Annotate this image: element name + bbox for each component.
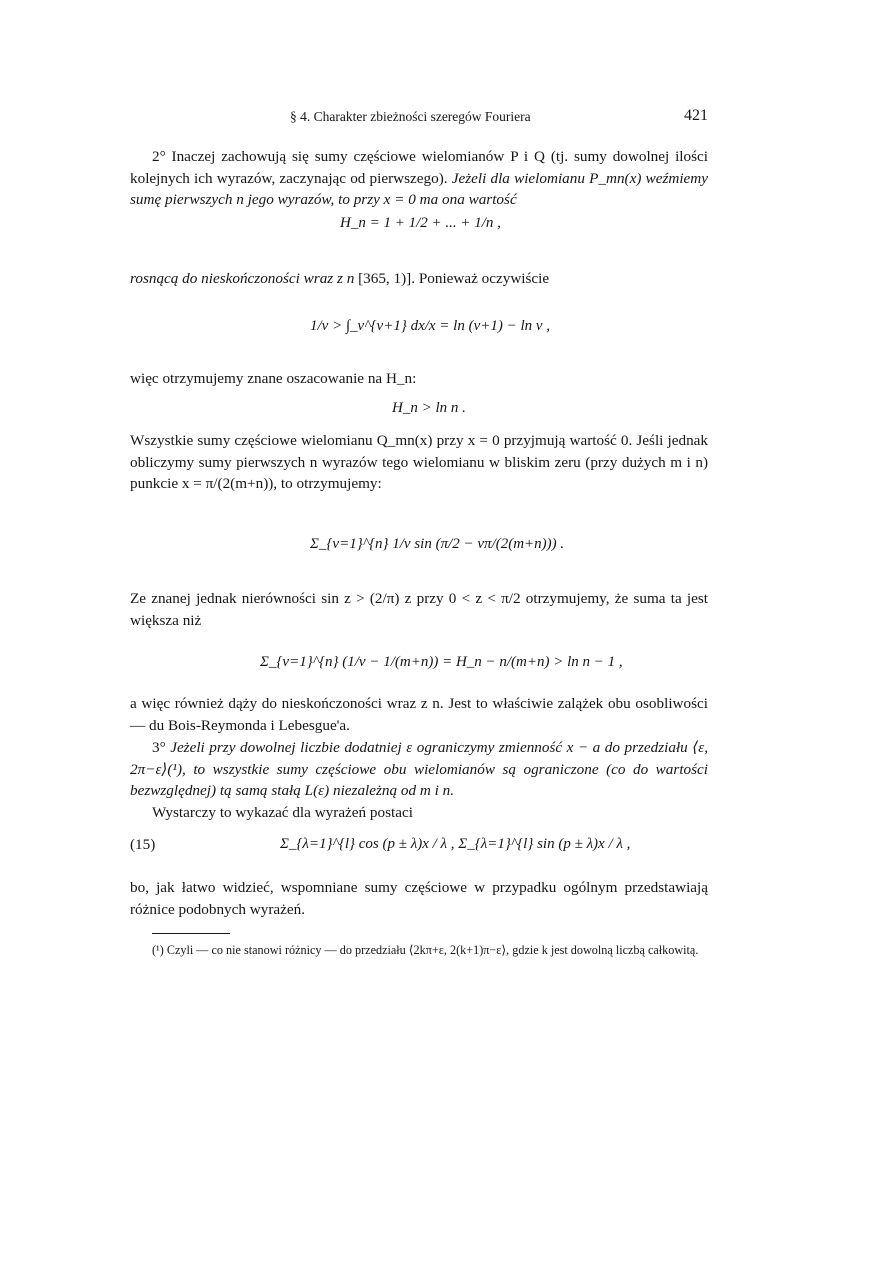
equation-trig-sums-text: Σ_{λ=1}^{l} cos (p ± λ)x / λ , Σ_{λ=1}^{l} sin (p ± λ)x / λ , — [280, 836, 631, 852]
equation-sine-sum-text: Σ_{ν=1}^{n} 1/ν sin (π/2 − νπ/(2(m+n))) . — [310, 536, 565, 552]
paragraph-7 — [130, 737, 708, 802]
paragraph-7-lead: 3° — [152, 739, 166, 756]
paragraph-1-italic: Jeżeli dla wielomianu P_mn(x) weźmiemy sumę pierwszych n jego wyrazów, to przy x = 0 ma ona wartość — [130, 169, 708, 208]
equation-number-15: (15) — [130, 836, 156, 853]
paragraph-8-text: Wystarczy to wykazać dla wyrażeń postaci — [152, 804, 413, 821]
paragraph-6 — [130, 693, 708, 736]
paragraph-3 — [130, 368, 708, 390]
equation-trig-sums — [280, 836, 630, 853]
equation-lower-bound — [260, 654, 623, 671]
equation-integral-bound — [310, 318, 550, 335]
paragraph-8 — [130, 802, 708, 824]
equation-lower-bound-text: Σ_{ν=1}^{n} (1/ν − 1/(m+n)) = H_n − n/(m+n) > ln n − 1 , — [260, 654, 623, 670]
paragraph-2-text: [365, 1)]. Ponieważ oczywiście — [358, 270, 550, 287]
page-number: 421 — [684, 107, 708, 124]
paragraph-1-text: 2° Inaczej zachowują się sumy częściowe wielomianów P i Q (tj. sumy dowolnej ilości kolejnych ich wyrazów, zaczynając od pierwszego). — [130, 148, 708, 187]
running-title: § 4. Charakter zbieżności szeregów Fouriera — [290, 109, 531, 124]
equation-integral-bound-text: 1/ν > ∫_ν^{ν+1} dx/x = ln (ν+1) − ln ν , — [310, 318, 551, 334]
paragraph-4-text: Wszystkie sumy częściowe wielomianu Q_mn(x) przy x = 0 przyjmują wartość 0. Jeśli jednak obliczymy sumy pierwszych n wyrazów tego wielomianu w bliskim zeru (przy dużych m i n) punkcie x = π/(2(m+n)), to otrzymujemy: — [130, 432, 708, 492]
footnote — [152, 941, 708, 960]
paragraph-5-text: Ze znanej jednak nierówności sin z > (2/π) z przy 0 < z < π/2 otrzymujemy, że suma ta jest większa niż — [130, 590, 708, 629]
paragraph-2-italic: rosnącą do nieskończoności wraz z n — [130, 270, 355, 287]
paragraph-9 — [130, 877, 708, 920]
equation-harmonic-sum-text: H_n = 1 + 1/2 + ... + 1/n , — [340, 215, 501, 231]
equation-harmonic-sum — [340, 215, 501, 232]
running-header — [130, 107, 708, 127]
paragraph-7-italic: Jeżeli przy dowolnej liczbie dodatniej ε ograniczymy zmienność x − a do przedziału ⟨ε, 2π−ε⟩(¹), to wszystkie sumy częściowe obu wielomianów są ograniczone (co do wartości bezwzględnej) tą samą stałą L(ε) niezależną od m i n. — [130, 739, 709, 799]
paragraph-2 — [130, 268, 708, 290]
footnote-text: (¹) Czyli — co nie stanowi różnicy — do przedziału ⟨2kπ+ε, 2(k+1)π−ε⟩, gdzie k jest dowolną liczbą całkowitą. — [152, 943, 699, 957]
paragraph-9-text: bo, jak łatwo widzieć, wspomniane sumy częściowe w przypadku ogólnym przedstawiają różnice podobnych wyrażeń. — [130, 879, 708, 918]
equation-sine-sum — [310, 536, 564, 553]
paragraph-6-text: a więc również dąży do nieskończoności wraz z n. Jest to właściwie zalążek obu osobliwości — du Bois-Reymonda i Lebesgue'a. — [130, 695, 708, 734]
paragraph-5 — [130, 588, 708, 631]
paragraph-3-text: więc otrzymujemy znane oszacowanie na H_n: — [130, 370, 417, 387]
footnote-rule — [152, 933, 230, 934]
equation-ln-bound-text: H_n > ln n . — [392, 400, 466, 416]
paragraph-1 — [130, 146, 708, 211]
paragraph-4 — [130, 430, 708, 495]
equation-ln-bound — [392, 400, 466, 417]
